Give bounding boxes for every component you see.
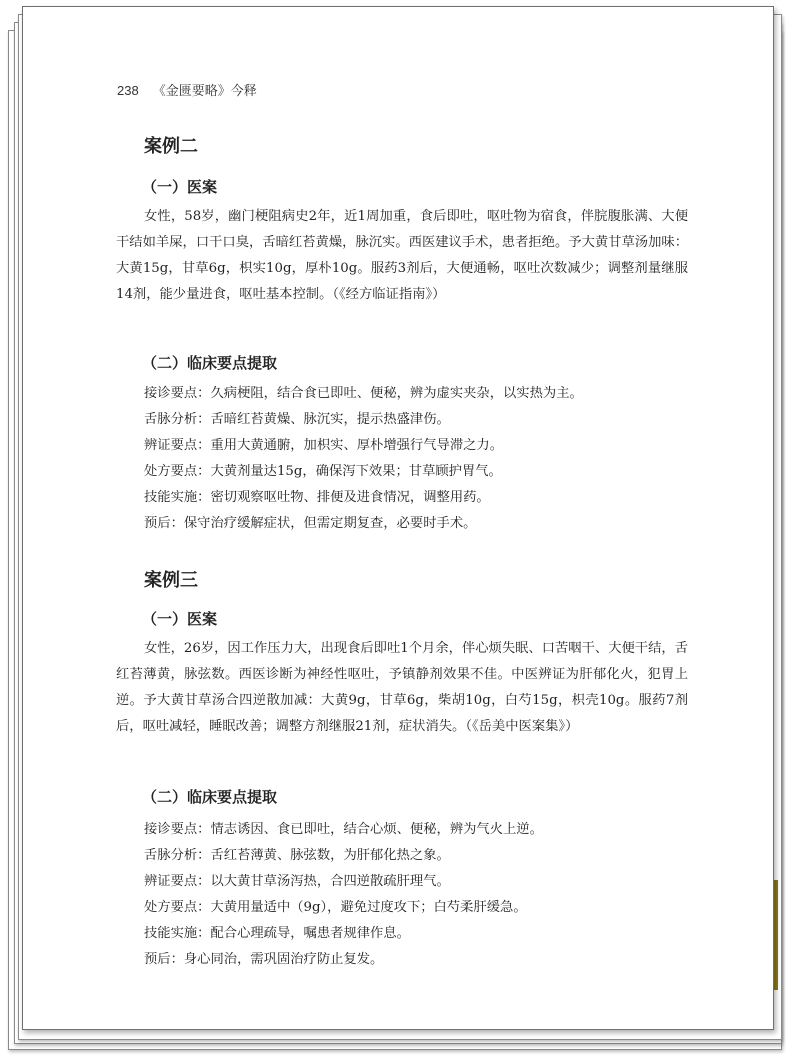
book-title: 《金匮要略》今释: [152, 84, 257, 99]
clinical-point: 辨证要点：重用大黄通腑，加枳实、厚朴增强行气导滞之力。: [144, 438, 504, 453]
record-heading: （一）医案: [142, 178, 218, 196]
clinical-point: 辨证要点：以大黄甘草汤泻热，合四逆散疏肝理气。: [144, 874, 450, 889]
points-heading: （二）临床要点提取: [142, 354, 278, 372]
clinical-point: 预后：保守治疗缓解症状，但需定期复查，必要时手术。: [144, 516, 477, 531]
case-record-text: 女性，26岁，因工作压力大，出现食后即吐1个月余，伴心烦失眠、口苦咽干、大便干结，舌红苔薄黄，脉弦数。西医诊断为神经性呕吐，予镇静剂效果不佳。中医辨证为肝郁化火，犯胃上逆。予大黄甘草汤合四逆散加减：大黄9g，甘草6g，柴胡10g，白芍15g，枳壳10g。服药7剂后，呕吐减轻，睡眠改善；调整方剂继服21剂，症状消失。（《岳美中医案集》）: [116, 641, 688, 734]
clinical-point: 技能实施：配合心理疏导，嘱患者规律作息。: [144, 926, 410, 941]
clinical-points-list: [144, 381, 704, 537]
case-title: 案例二: [144, 136, 198, 157]
page-number: 238: [117, 83, 139, 98]
running-head: [117, 80, 257, 99]
case-record-text: 女性，58岁，幽门梗阻病史2年，近1周加重，食后即吐，呕吐物为宿食，伴脘腹胀满、大便干结如羊屎，口干口臭，舌暗红苔黄燥，脉沉实。西医建议手术，患者拒绝。予大黄甘草汤加味：大黄15g，甘草6g，枳实10g，厚朴10g。服药3剂后，大便通畅，呕吐次数减少；调整剂量继服14剂，能少量进食，呕吐基本控制。（《经方临证指南》）: [116, 209, 688, 302]
clinical-point: 预后：身心同治，需巩固治疗防止复发。: [144, 952, 384, 967]
clinical-point: 处方要点：大黄用量适中（9g），避免过度攻下；白芍柔肝缓急。: [144, 900, 527, 915]
clinical-point: 接诊要点：久病梗阻，结合食已即吐、便秘，辨为虚实夹杂，以实热为主。: [144, 386, 583, 401]
clinical-points-list: [144, 817, 704, 973]
clinical-point: 舌脉分析：舌红苔薄黄、脉弦数，为肝郁化热之象。: [144, 848, 450, 863]
clinical-point: 接诊要点：情志诱因、食已即吐，结合心烦、便秘，辨为气火上逆。: [144, 822, 543, 837]
case-title: 案例三: [144, 570, 198, 591]
clinical-point: 技能实施：密切观察呕吐物、排便及进食情况，调整用药。: [144, 490, 490, 505]
points-heading: （二）临床要点提取: [142, 788, 278, 806]
clinical-point: 舌脉分析：舌暗红苔黄燥、脉沉实，提示热盛津伤。: [144, 412, 450, 427]
clinical-point: 处方要点：大黄剂量达15g，确保泻下效果；甘草顾护胃气。: [144, 464, 502, 479]
record-heading: （一）医案: [142, 610, 218, 628]
